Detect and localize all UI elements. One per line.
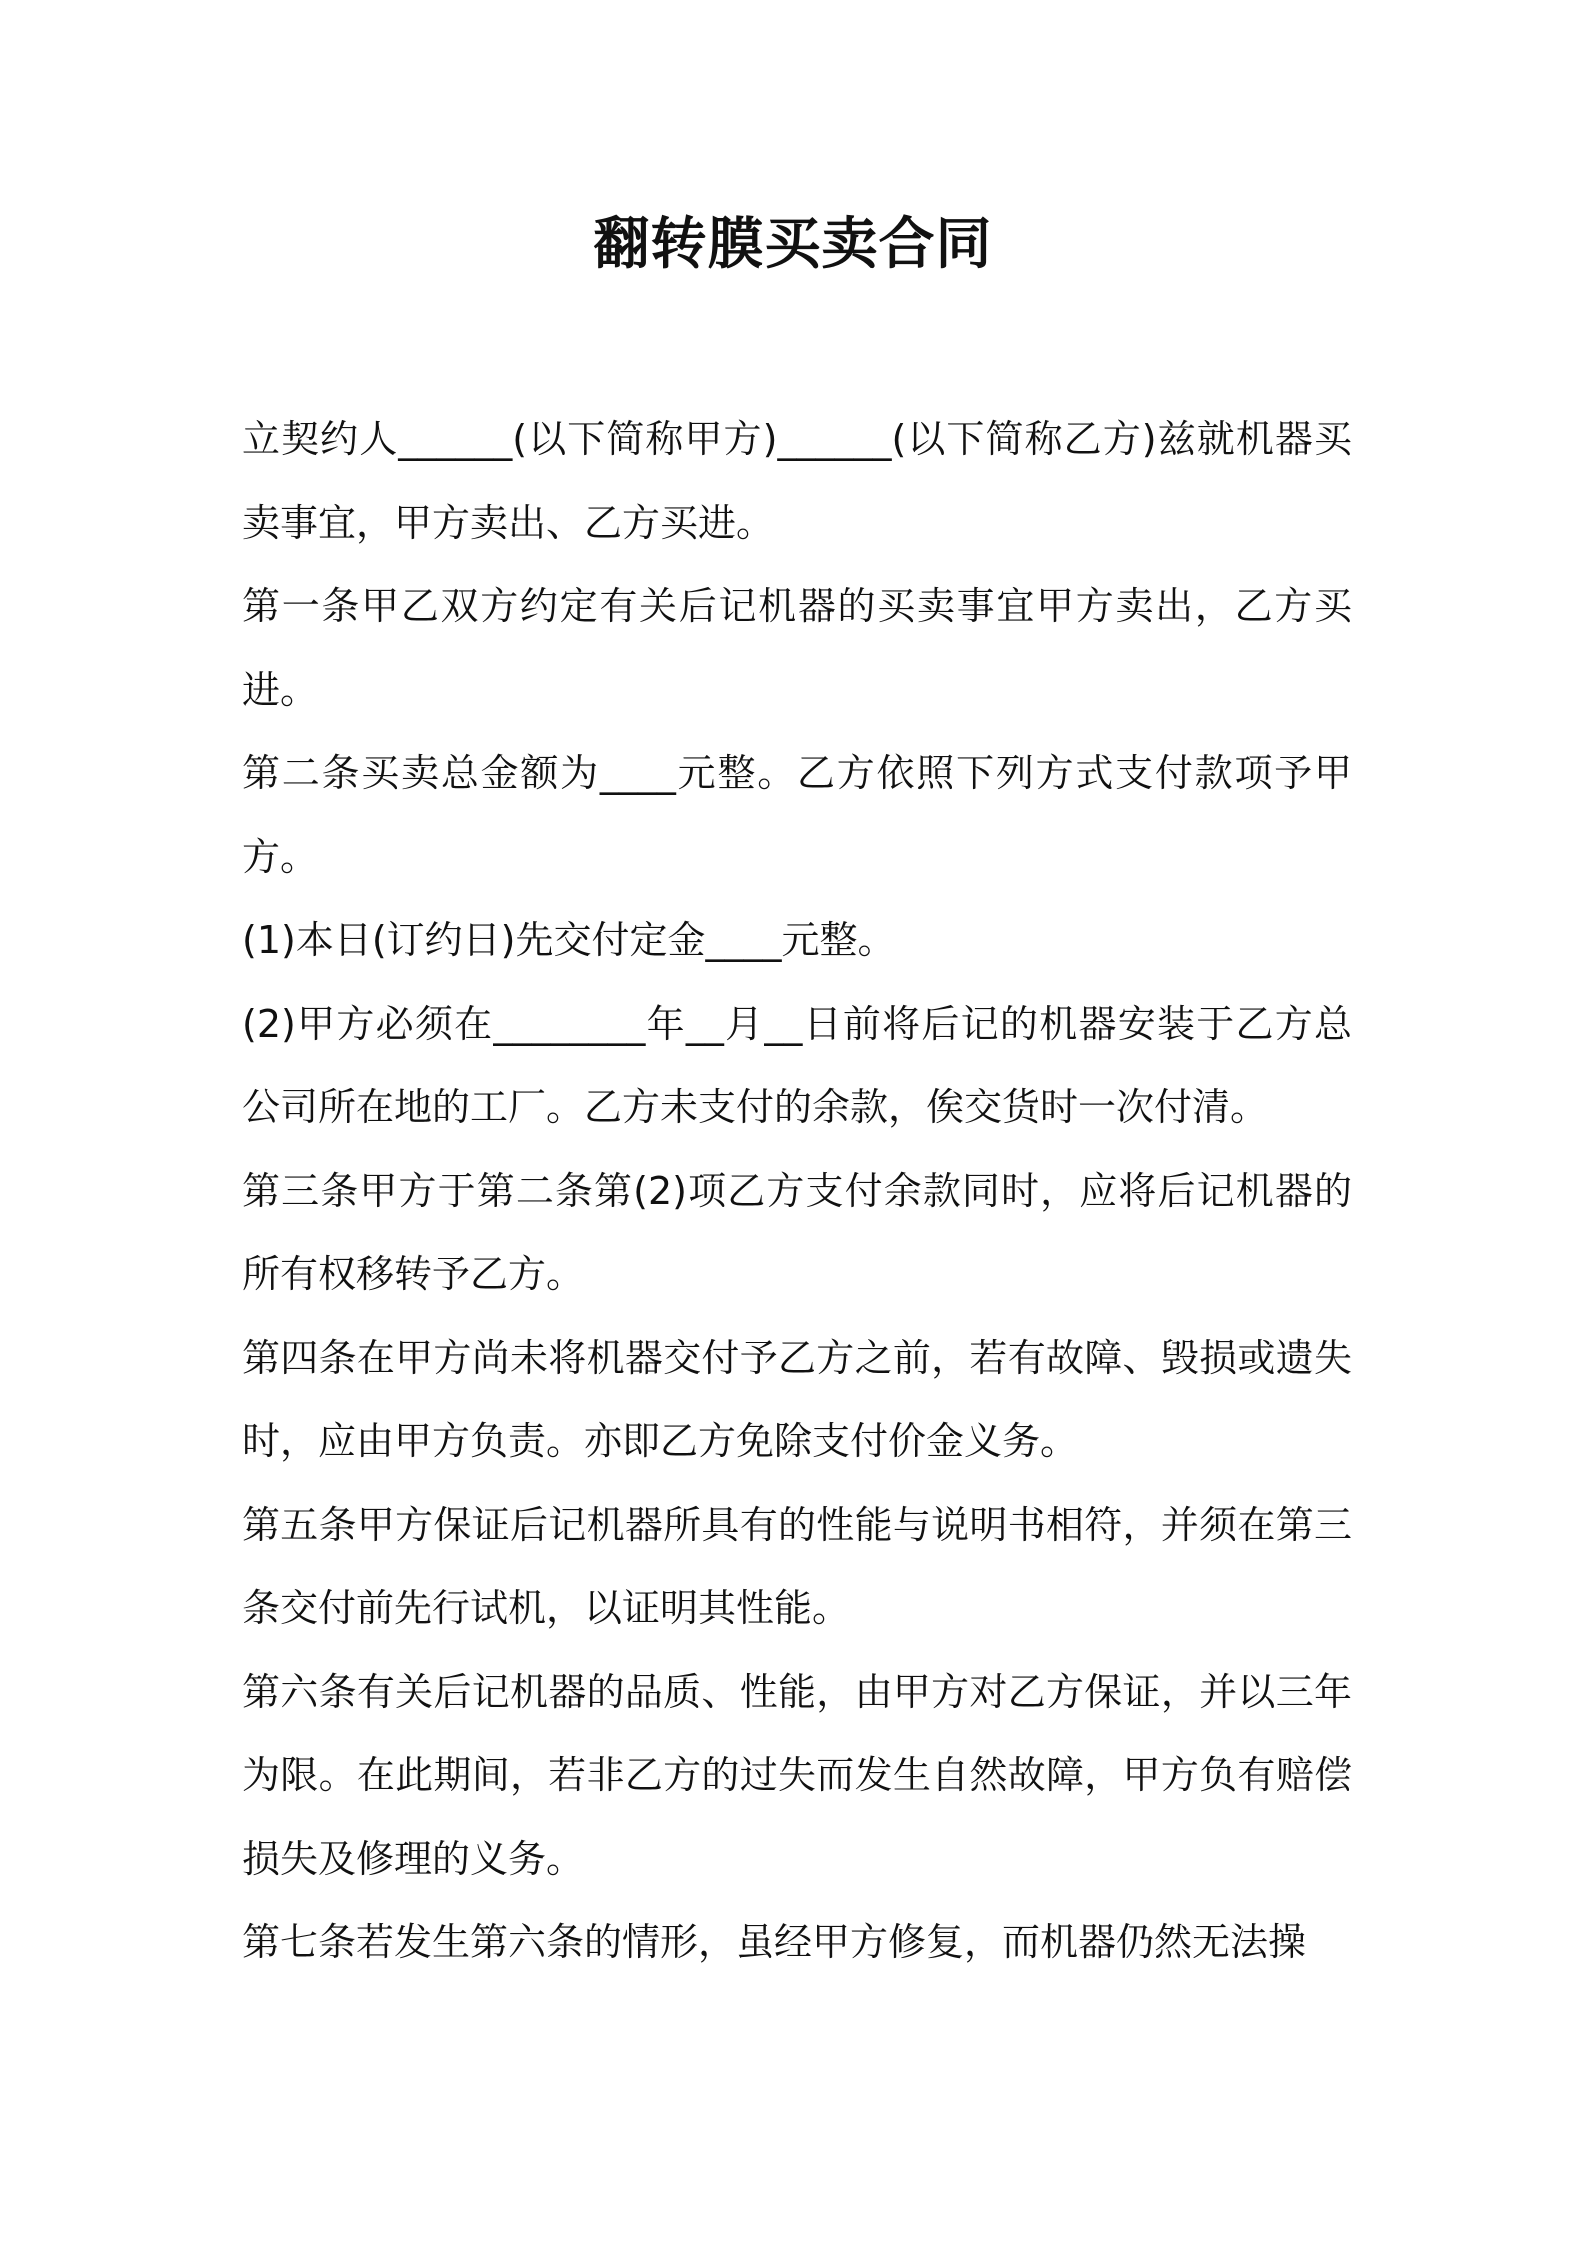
paragraph-preamble: 立契约人______(以下简称甲方)______(以下简称乙方)兹就机器买卖事宜，甲方卖出、乙方买进。 <box>242 417 1352 545</box>
paragraph-article-2-item-1: (1)本日(订约日)先交付定金____元整。 <box>242 918 896 962</box>
paragraph-article-3: 第三条甲方于第二条第(2)项乙方支付余款同时，应将后记机器的所有权移转予乙方。 <box>242 1168 1352 1296</box>
document-title: 翻转膜买卖合同 <box>593 212 993 277</box>
paragraph-article-6: 第六条有关后记机器的品质、性能，由甲方对乙方保证，并以三年为限。在此期间，若非乙方的过失而发生自然故障，甲方负有赔偿损失及修理的义务。 <box>242 1669 1352 1881</box>
document-body <box>242 398 1352 1985</box>
paragraph-article-4: 第四条在甲方尚未将机器交付予乙方之前，若有故障、毁损或遗失时，应由甲方负责。亦即乙方免除支付价金义务。 <box>242 1335 1352 1463</box>
paragraph-article-1: 第一条甲乙双方约定有关后记机器的买卖事宜甲方卖出，乙方买进。 <box>242 584 1352 712</box>
paragraph-article-5: 第五条甲方保证后记机器所具有的性能与说明书相符，并须在第三条交付前先行试机，以证明其性能。 <box>242 1502 1352 1630</box>
paragraph-article-7: 第七条若发生第六条的情形，虽经甲方修复，而机器仍然无法操 <box>242 1920 1307 1964</box>
paragraph-article-2-item-2: (2)甲方必须在________年__月__日前将后记的机器安装于乙方总公司所在地的工厂。乙方未支付的余款，俟交货时一次付清。 <box>242 1001 1352 1129</box>
paragraph-article-2: 第二条买卖总金额为____元整。乙方依照下列方式支付款项予甲方。 <box>242 751 1352 879</box>
